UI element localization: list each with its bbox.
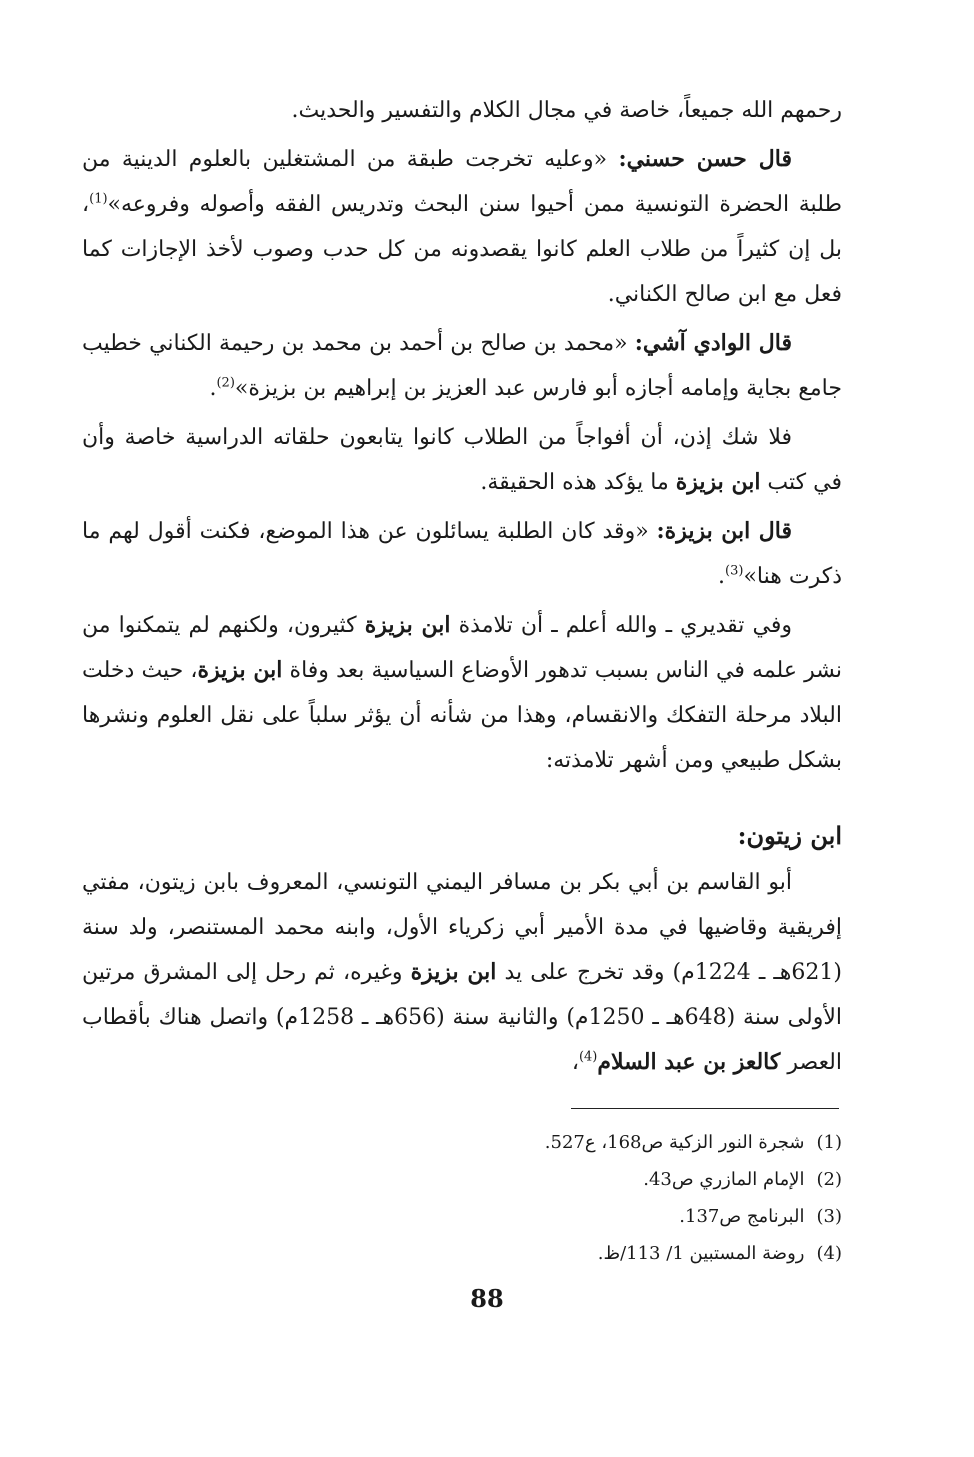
footnotes xyxy=(82,1124,842,1272)
paragraph xyxy=(82,603,842,783)
text-run: «محمد بن صالح بن أحمد بن محمد بن رحيمة الكناني خطيب جامع بجاية وإمامه أجازه أبو فارس عبد العزيز بن إبراهيم بن بزيزة» xyxy=(82,331,842,401)
text-run: . xyxy=(209,376,217,401)
paragraph xyxy=(82,415,842,505)
text-run: «وعليه تخرجت طبقة من المشتغلين بالعلوم الدينية من طلبة الحضرة التونسية ممن أحيوا سنن البحث وتدريس الفقه وأصوله وفروعه» xyxy=(82,147,842,217)
section-body-paragraph xyxy=(82,860,842,1085)
footnote-text: الإمام المازري ص43. xyxy=(643,1169,805,1190)
text-run: وغيره، ثم رحل إلى المشرق مرتين الأولى سنة (648هـ ـ 1250م) والثانية سنة (656هـ ـ 1258م) واتصل هناك بأقطاب العصر xyxy=(82,960,843,1075)
bold-text: كالعز بن عبد السلام xyxy=(597,1049,781,1075)
footnote-number: (2) xyxy=(816,1169,842,1190)
text-run: وفي تقديري ـ والله أعلم ـ أن تلامذة xyxy=(450,613,792,638)
footnote-text: شجرة النور الزكية ص168، ع527. xyxy=(544,1132,805,1153)
bold-text: ابن بزيزة xyxy=(675,469,761,495)
text-run: «وقد كان الطلبة يسائلون عن هذا الموضع، فكنت أقول لهم ما ذكرت هنا» xyxy=(82,519,842,589)
paragraph xyxy=(82,137,842,317)
footnote-number: (1) xyxy=(816,1132,842,1153)
page-number: 88 xyxy=(470,1284,504,1313)
bold-text: قال xyxy=(746,146,792,172)
bold-text: ابن بزيزة xyxy=(197,657,283,683)
section-paragraph xyxy=(82,860,842,1085)
text-run: أبو القاسم بن أبي بكر بن مسافر اليمني التونسي، المعروف بابن زيتون، مفتي إفريقية وقاضيها في مدة الأمير أبي زكرياء الأول، وابنه محمد المستنصر، ولد سنة (621هـ ـ 1224م) وقد تخرج على يد xyxy=(82,870,842,985)
paragraph xyxy=(82,509,842,599)
text-run: ، بل إن كثيراً من طلاب العلم كانوا يقصدونه من كل حدب وصوب لأخذ الإجازات كما فعل مع ابن صالح الكناني. xyxy=(82,192,842,307)
text-run: فلا شك إذن، أن أفواجاً من الطلاب كانوا يتابعون حلقاته الدراسية خاصة وأن في كتب xyxy=(82,425,842,495)
main-text xyxy=(82,88,842,1085)
text-run: ما يؤكد هذه الحقيقة. xyxy=(480,470,676,495)
bold-text: ابن بزيزة xyxy=(364,612,451,638)
text-run: . xyxy=(718,564,726,589)
footnote-reference: (1) xyxy=(89,191,108,207)
paragraph xyxy=(82,88,842,133)
text-run: رحمهم الله جميعاً، خاصة في مجال الكلام والتفسير والحديث. xyxy=(291,98,842,123)
footnote-text: روضة المستبين 1/ 113/ظ. xyxy=(597,1243,805,1264)
paragraph xyxy=(82,321,842,411)
footnote-number: (3) xyxy=(816,1206,842,1227)
footnote-item xyxy=(82,1124,842,1161)
footnote-item xyxy=(82,1161,842,1198)
text-run: ، حيث دخلت البلاد مرحلة التفكك والانقسام، وهذا من شأنه أن يؤثر سلباً على نقل العلوم ونشرها بشكل طبيعي ومن أشهر تلامذته: xyxy=(82,658,842,773)
text-run: كثيرون، ولكنهم لم يتمكنوا من نشر علمه في الناس بسبب تدهور الأوضاع السياسية بعد وفاة xyxy=(82,613,842,683)
bold-text: الوادي آشي: xyxy=(634,330,751,356)
footnote-item xyxy=(82,1198,842,1235)
footnote-reference: (2) xyxy=(216,375,235,391)
footnote-divider xyxy=(571,1108,839,1109)
bold-text: حسن حسني: xyxy=(618,146,747,172)
text-run: ، xyxy=(571,1050,579,1075)
footnote-item xyxy=(82,1235,842,1272)
bold-text: ابن بزيزة: xyxy=(656,518,751,544)
bold-text: قال xyxy=(750,330,792,356)
footnote-reference: (4) xyxy=(578,1049,598,1065)
footnote-number: (4) xyxy=(816,1243,842,1264)
section-heading: ابن زيتون: xyxy=(737,821,842,850)
bold-text: قال xyxy=(750,518,793,544)
bold-text: ابن بزيزة xyxy=(410,959,497,985)
paragraphs xyxy=(82,88,842,783)
footnote-reference: (3) xyxy=(725,563,744,579)
footnote-text: البرنامج ص137. xyxy=(679,1206,805,1227)
